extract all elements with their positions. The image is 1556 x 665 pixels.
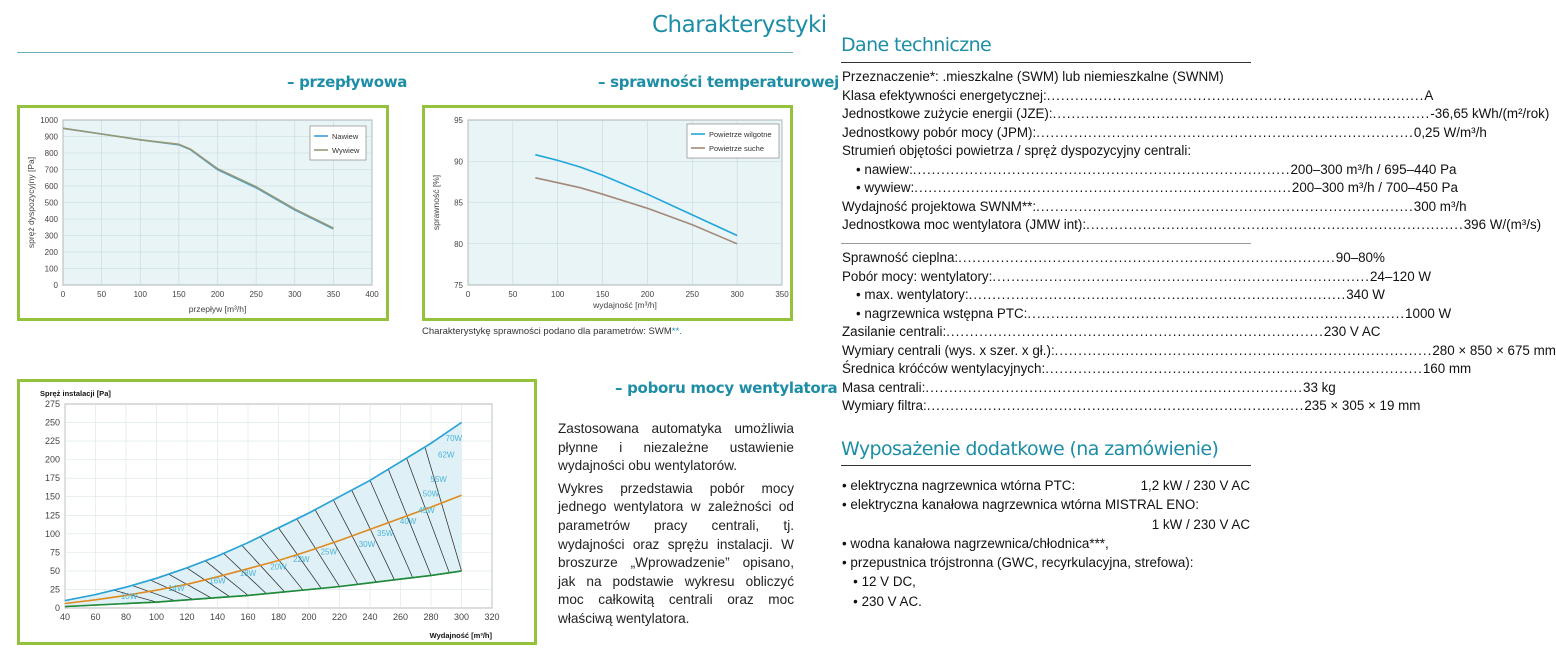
spec-key: • nagrzewnica wstępna PTC:	[856, 305, 1028, 321]
y-tick-label: 600	[44, 182, 58, 191]
y-tick-label: 225	[44, 436, 60, 447]
spec-key: Jednostkowa moc wentylatora (JMW int):	[842, 217, 1087, 232]
power-label: 70W	[445, 434, 463, 444]
x-tick-label: 200	[301, 612, 317, 622]
spec-key: Strumień objętości powietrza / spręż dyspozycyjny centrali:	[842, 143, 1192, 158]
y-tick-label: 275	[44, 399, 60, 409]
spec-value: 396 W/(m³/s)	[1463, 217, 1542, 232]
spec-row	[842, 198, 1467, 217]
power-label: 35W	[377, 529, 394, 539]
page-title: Charakterystyki	[652, 12, 827, 38]
x-tick-label: 40	[59, 612, 71, 622]
accessory-gap	[916, 572, 1250, 591]
x-tick-label: 250	[249, 290, 263, 299]
spec-leader: ................................................................................	[1036, 198, 1414, 214]
y-tick-label: 800	[44, 149, 58, 158]
spec-row	[842, 397, 1421, 416]
y-tick-label: 75	[49, 547, 60, 558]
tech-spec-group-2	[842, 249, 1556, 416]
x-tick-label: 0	[465, 290, 471, 299]
spec-value: 280 × 850 × 675 mm	[1432, 342, 1556, 358]
spec-value: 90–80%	[1335, 250, 1385, 265]
y-tick-label: 0	[54, 603, 60, 613]
spec-key: Pobór mocy: wentylatory:	[842, 268, 993, 284]
efficiency-chart-heading: – sprawności temperaturowej	[598, 73, 839, 91]
y-tick-label: 100	[44, 264, 58, 274]
y-tick-label: 1000	[40, 116, 58, 125]
x-tick-label: 150	[595, 290, 610, 299]
spec-key: Wydajność projektowa SWNM**:	[842, 198, 1037, 214]
x-tick-label: 160	[240, 612, 256, 622]
y-tick-label: 200	[44, 454, 60, 465]
x-tick-label: 350	[326, 290, 341, 299]
spec-value: 235 × 305 × 19 mm	[1304, 398, 1421, 413]
spec-row	[842, 379, 1336, 398]
y-tick-label: 0	[53, 281, 58, 290]
spec-key: Jednostkowe zużycie energii (JZE):	[842, 106, 1053, 121]
y-tick-label: 75	[454, 281, 463, 290]
accessory-item	[842, 476, 1250, 495]
x-tick-label: 320	[484, 612, 500, 622]
accessory-item	[842, 553, 1250, 572]
accessories-heading: Wyposażenie dodatkowe (na zamówienie)	[841, 438, 1219, 460]
accessory-gap	[1199, 495, 1250, 514]
x-tick-label: 100	[148, 612, 165, 622]
spec-leader: ................................................................................	[926, 398, 1305, 413]
power-label: 55W	[430, 474, 447, 484]
power-label: 50W	[422, 489, 440, 499]
spec-leader: ................................................................................	[958, 250, 1336, 265]
y-tick-label: 50	[49, 565, 60, 576]
accessory-label: • przepustnica trójstronna (GWC, recyrkulacyjna, strefowa):	[842, 555, 1194, 571]
x-tick-label: 180	[270, 612, 287, 622]
x-tick-label: 400	[365, 290, 379, 299]
x-tick-label: 100	[133, 290, 147, 299]
spec-row	[842, 124, 1487, 143]
spec-leader: ................................................................................	[914, 180, 1292, 195]
x-tick-label: 60	[90, 612, 101, 622]
spec-leader: ................................................................................	[925, 379, 1303, 395]
spec-leader: ................................................................................	[1086, 217, 1464, 232]
y-tick-label: 150	[44, 491, 60, 502]
y-tick-label: 400	[44, 215, 58, 224]
tech-rule-top	[841, 62, 1251, 63]
spec-row	[842, 161, 1457, 180]
y-tick-label: 200	[44, 248, 58, 257]
spec-row	[842, 342, 1556, 361]
power-label: 16W	[209, 576, 226, 586]
x-axis-label: Wydajność [m³/h]	[429, 631, 492, 640]
x-tick-label: 350	[775, 290, 789, 299]
x-tick-label: 200	[210, 290, 225, 299]
title-divider	[17, 52, 793, 53]
spec-row	[842, 142, 1248, 161]
power-chart	[20, 382, 534, 642]
spec-value: A	[1424, 87, 1434, 103]
accessory-item	[842, 495, 1250, 514]
spec-row	[842, 268, 1432, 287]
accessory-item	[842, 572, 1250, 591]
spec-key: Przeznaczenie*: .	[842, 69, 947, 84]
accessory-item	[842, 534, 1250, 553]
x-axis-label: wydajność [m³/h]	[593, 300, 657, 310]
description-paragraph-1: Zastosowana automatyka umożliwia płynne i niezależne ustawienie wydajności obu wentylatorów.	[558, 421, 794, 474]
x-tick-label: 280	[423, 612, 439, 622]
spec-leader: ................................................................................	[912, 161, 1291, 177]
spec-value: 33 kg	[1303, 379, 1336, 395]
power-chart-frame	[17, 379, 537, 645]
accessories-rule	[841, 465, 1251, 466]
accessory-gap	[842, 515, 1152, 534]
flow-chart-frame	[17, 105, 389, 321]
description-paragraph-2: Wykres przedstawia pobór mocy jednego wentylatora w zależności od parametrów pracy centrali, tj. wydajności oraz sprężu instalacji. W broszurze „Wprowadzenie” opisano, jak na podstawie wykresu obliczyć moc całkowitą centrali oraz moc właściwą wentylatora.	[558, 480, 794, 626]
y-tick-label: 700	[44, 165, 58, 175]
accessory-gap	[922, 592, 1250, 611]
spec-row	[842, 323, 1381, 342]
x-tick-label: 0	[60, 290, 66, 299]
flow-chart	[20, 108, 386, 318]
accessory-item	[842, 592, 1250, 611]
accessory-label: • 230 V AC.	[842, 593, 922, 609]
x-tick-label: 300	[288, 290, 302, 299]
spec-key: Wymiary centrali (wys. x szer. x gł.):	[842, 342, 1055, 358]
x-tick-label: 300	[730, 290, 744, 299]
power-label: 62W	[438, 450, 455, 460]
power-label: 18W	[239, 569, 257, 579]
spec-key: Sprawność cieplna:	[842, 250, 959, 265]
spec-value: 200–300 m³/h / 695–440 Pa	[1290, 161, 1457, 177]
spec-value: 0,25 W/m³/h	[1413, 124, 1487, 140]
y-tick-label: 300	[44, 231, 58, 241]
spec-key: • max. wentylatory:	[856, 287, 969, 302]
spec-row	[842, 105, 1550, 124]
x-tick-label: 260	[392, 612, 409, 622]
spec-row	[842, 286, 1385, 305]
spec-row	[842, 87, 1434, 106]
accessory-value: 1,2 kW / 230 V AC	[1140, 478, 1250, 493]
x-tick-label: 220	[331, 612, 348, 622]
spec-value: 160 mm	[1422, 361, 1472, 376]
x-tick-label: 140	[209, 612, 226, 622]
efficiency-chart-frame	[422, 105, 793, 321]
accessory-gap	[1075, 476, 1140, 495]
spec-value: 200–300 m³/h / 700–450 Pa	[1291, 180, 1458, 195]
spec-row	[842, 68, 1248, 87]
accessory-label: • elektryczna kanałowa nagrzewnica wtórna MISTRAL ENO:	[842, 497, 1199, 513]
y-tick-label: 95	[454, 116, 463, 125]
tech-rule-mid	[841, 243, 1251, 244]
description	[558, 420, 794, 633]
power-label: 22W	[293, 555, 310, 565]
legend-label: Powietrze suche	[709, 144, 765, 153]
x-tick-label: 300	[453, 612, 470, 622]
spec-leader: ................................................................................	[1052, 106, 1431, 121]
spec-value: mieszkalne (SWM) lub niemieszkalne (SWNM)	[946, 69, 1224, 84]
y-axis-label: Spręż instalacji [Pa]	[40, 389, 111, 398]
power-label: 30W	[358, 540, 376, 550]
spec-leader: ................................................................................	[946, 324, 1324, 339]
y-tick-label: 80	[454, 239, 463, 249]
spec-leader: ................................................................................	[968, 287, 1347, 302]
x-tick-label: 240	[362, 612, 378, 622]
power-label: 40W	[399, 517, 417, 527]
x-axis-label: przepływ [m³/h]	[188, 304, 247, 314]
legend-label: Wywiew	[332, 146, 360, 155]
flow-chart-heading: – przepływowa	[287, 73, 408, 91]
tech-heading: Dane techniczne	[841, 34, 992, 56]
y-tick-label: 175	[44, 473, 60, 484]
spec-leader: ................................................................................	[1045, 361, 1423, 376]
power-label: 20W	[270, 562, 287, 572]
spec-key: • wywiew:	[856, 180, 915, 195]
spec-value: 230 V AC	[1323, 324, 1381, 339]
efficiency-chart	[425, 108, 790, 318]
efficiency-note-text: Charakterystykę sprawności podano dla parametrów: SWM	[422, 326, 672, 337]
y-tick-label: 500	[44, 198, 58, 208]
spec-leader: ................................................................................	[1046, 87, 1425, 103]
y-tick-label: 125	[44, 510, 60, 521]
spec-leader: ................................................................................	[1054, 342, 1433, 358]
power-chart-heading: – poboru mocy wentylatora	[615, 379, 838, 397]
spec-value: 300 m³/h	[1413, 198, 1467, 214]
spec-value: -36,65 kWh/(m²/rok)	[1430, 106, 1550, 121]
spec-row	[842, 249, 1385, 268]
accessory-gap	[1109, 534, 1250, 553]
accessory-label: • 12 V DC,	[842, 574, 916, 590]
spec-key: Średnica króćców wentylacyjnych:	[842, 361, 1046, 376]
accessory-value: 1 kW / 230 V AC	[1151, 516, 1250, 532]
spec-row	[842, 305, 1452, 324]
x-tick-label: 100	[551, 290, 565, 299]
spec-key: Jednostkowy pobór mocy (JPM):	[842, 124, 1037, 140]
spec-key: Zasilanie centrali:	[842, 324, 947, 339]
spec-key: Klasa efektywności energetycznej:	[842, 87, 1047, 103]
spec-row	[842, 216, 1542, 235]
spec-leader: ................................................................................	[992, 268, 1370, 284]
spec-key: • nawiew:	[856, 161, 913, 177]
x-tick-label: 200	[640, 290, 655, 299]
efficiency-note	[422, 326, 682, 337]
efficiency-note-star: **.	[671, 326, 682, 337]
power-label: 45W	[418, 506, 435, 516]
x-tick-label: 120	[179, 612, 195, 622]
power-label: 14W	[168, 583, 185, 593]
power-label: 25W	[320, 547, 338, 557]
accessory-item	[842, 515, 1250, 534]
y-tick-label: 85	[454, 198, 463, 208]
accessory-label: • wodna kanałowa nagrzewnica/chłodnica***,	[842, 535, 1109, 551]
x-tick-label: 80	[120, 612, 132, 622]
accessory-gap	[1193, 553, 1250, 572]
spec-value: 340 W	[1346, 287, 1385, 302]
y-axis-label: spręż dyspozycyjny [Pa]	[26, 156, 36, 249]
legend-label: Nawiew	[332, 132, 359, 141]
spec-key: Masa centrali:	[842, 379, 926, 395]
y-tick-label: 900	[44, 132, 58, 142]
power-label: 10W	[120, 592, 138, 602]
x-tick-label: 50	[508, 290, 518, 299]
spec-row	[842, 179, 1458, 198]
tech-spec-group-1	[842, 68, 1550, 235]
spec-row	[842, 360, 1472, 379]
spec-leader: ................................................................................	[1027, 305, 1406, 321]
x-tick-label: 150	[172, 290, 186, 299]
accessories-list	[842, 476, 1250, 611]
legend-label: Powietrze wilgotne	[709, 130, 772, 139]
y-tick-label: 250	[44, 417, 60, 428]
y-tick-label: 90	[454, 157, 463, 167]
spec-key: Wymiary filtra:	[842, 398, 927, 413]
y-axis-label: sprawność [%]	[431, 174, 441, 231]
spec-value: 24–120 W	[1369, 268, 1432, 284]
y-tick-label: 100	[44, 528, 60, 539]
accessory-label: • elektryczna nagrzewnica wtórna PTC:	[842, 478, 1076, 493]
spec-leader: ................................................................................	[1036, 124, 1414, 140]
x-tick-label: 50	[97, 290, 107, 299]
spec-value: 1000 W	[1405, 305, 1452, 321]
y-tick-label: 25	[49, 584, 60, 595]
x-tick-label: 250	[685, 290, 699, 299]
